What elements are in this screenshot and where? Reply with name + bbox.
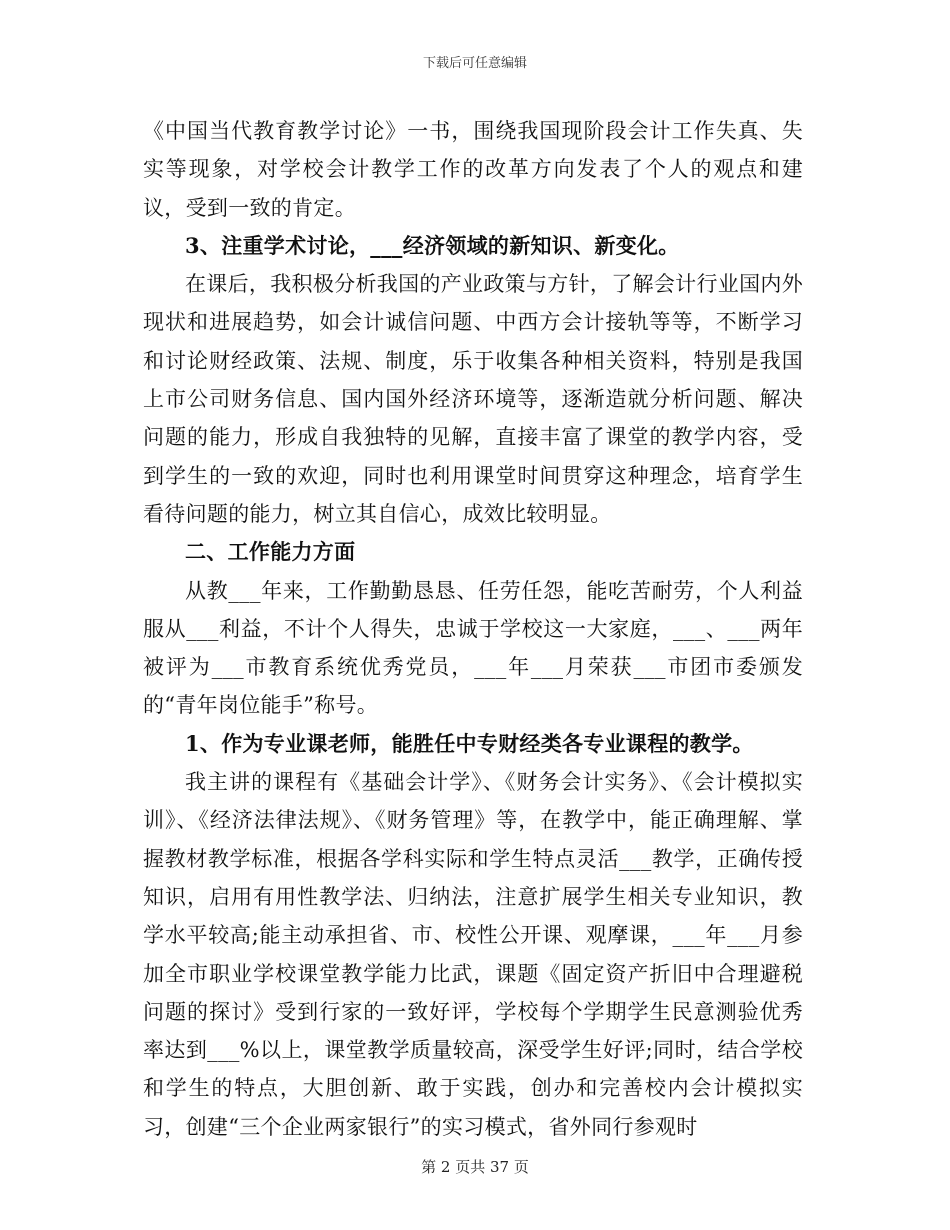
paragraph: 我主讲的课程有《基础会计学》、《财务会计实务》、《会计模拟实训》、《经济法律法规》、《财务管理》等，在教学中，能正确理解、掌握教材教学标准，根据各学科实际和学生特点灵活___教学，正确传授知识，启用有用性教学法、归纳法，注意扩展学生相关专业知识，教学水平较高;能主动承担省、市、校性公开课、观摩课，___年___月参加全市职业学校课堂教学能力比武，课题《固定资产折旧中合理避税问题的探讨》受到行家的一致好评，学校每个学期学生民意测验优秀率达到___%以上，课堂教学质量较高，深受学生好评;同时，结合学校和学生的特点，大胆创新、敢于实践，创办和完善校内会计模拟实习，创建“三个企业两家银行”的实习模式，省外同行参观时 bbox=[143, 770, 803, 1139]
page-footer: 第 2 页共 37 页 bbox=[421, 1158, 529, 1176]
paragraph: 在课后，我积极分析我国的产业政策与方针，了解会计行业国内外现状和进展趋势，如会计诚信问题、中西方会计接轨等等，不断学习和讨论财经政策、法规、制度，乐于收集各种相关资料，特别是我国上市公司财务信息、国内国外经济环境等，逐渐造就分析问题、解决问题的能力，形成自我独特的见解，直接丰富了课堂的教学内容，受到学生的一致的欢迎，同时也利用课堂时间贯穿这种理念，培育学生看待问题的能力，树立其自信心，成效比较明显。 bbox=[143, 272, 803, 526]
paragraph: 从教___年来，工作勤勤恳恳、任劳任怨，能吃苦耐劳，个人利益服从___利益，不计个人得失，忠诚于学校这一大家庭，___、___两年被评为___市教育系统优秀党员，___年___月荣获___市团市委颁发的“青年岗位能手”称号。 bbox=[143, 578, 803, 718]
section-heading: 1、作为专业课老师，能胜任中专财经类各专业课程的教学。 bbox=[185, 730, 754, 756]
document-body bbox=[143, 112, 803, 1146]
paragraph-continuation: 《中国当代教育教学讨论》一书，围绕我国现阶段会计工作失真、失实等现象，对学校会计教学工作的改革方向发表了个人的观点和建议，受到一致的肯定。 bbox=[143, 119, 803, 220]
section-heading: 二、工作能力方面 bbox=[185, 539, 356, 565]
page-header: 下载后可任意编辑 bbox=[422, 56, 527, 71]
section-heading: 3、注重学术讨论，___经济领域的新知识、新变化。 bbox=[185, 232, 680, 258]
